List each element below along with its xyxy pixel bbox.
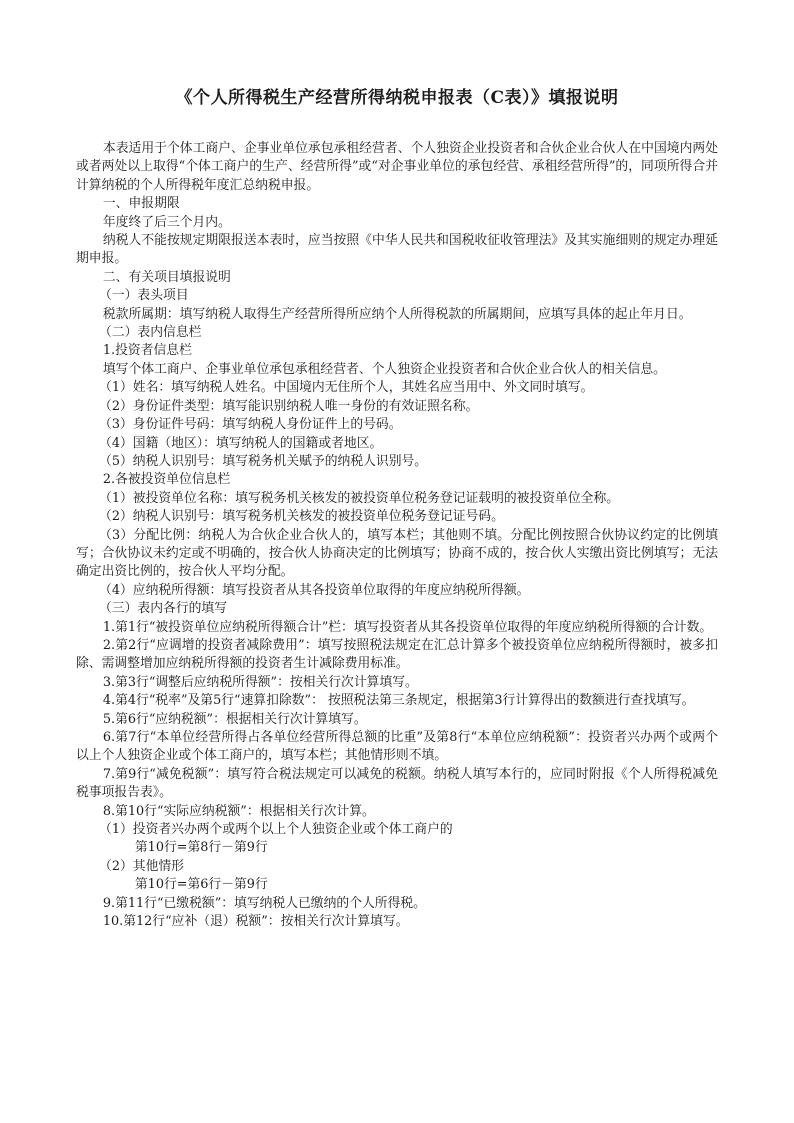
paragraph: （3）身份证件号码：填写纳税人身份证件上的号码。 — [99, 417, 402, 433]
paragraph: 4.第4行“税率”及第5行“速算扣除数”： 按照税法第三条规定，根据第3行计算得出的数额进行查找填写。 — [102, 693, 695, 709]
paragraph: 填写个体工商户、企事业单位承包承租经营者、个人独资企业投资者和合伙企业合伙人的相关信息。 — [102, 361, 666, 377]
paragraph: （3）分配比例：纳税人为合伙企业合伙人的，填写本栏；其他则不填。分配比例按照合伙协议约定的比例填写；合伙协议未约定或不明确的，按合伙人协商决定的比例填写；协商不成的，按合伙人实缴出资比例填写；无法确定出资比例的，按合伙人平均分配。 — [76, 527, 718, 580]
paragraph: （三）表内各行的填写 — [99, 601, 227, 617]
paragraph: （2）其他情形 — [99, 858, 184, 874]
paragraph: （1）被投资单位名称：填写税务机关核发的被投资单位税务登记证载明的被投资单位全称。 — [99, 490, 620, 506]
paragraph: （4）应纳税所得额：填写投资者从其各投资单位取得的年度应纳税所得额。 — [99, 582, 530, 598]
paragraph: （4）国籍（地区）：填写纳税人的国籍或者地区。 — [99, 435, 383, 451]
paragraph: 年度终了后三个月内。 — [102, 214, 231, 230]
paragraph: 1.第1行“被投资单位应纳税所得额合计”栏：填写投资者从其各投资单位取得的年度应纳税所得额的合计数。 — [102, 619, 713, 635]
paragraph: 纳税人不能按规定期限报送本表时，应当按照《中华人民共和国税收征收管理法》及其实施细则的规定办理延期申报。 — [76, 233, 718, 267]
paragraph: 2.各被投资单位信息栏 — [102, 472, 231, 488]
paragraph: 6.第7行“本单位经营所得占各单位经营所得总额的比重”及第8行“本单位应纳税额”：投资者兴办两个或两个以上个人独资企业或个体工商户的，填写本栏；其他情形则不填。 — [76, 730, 718, 764]
paragraph: （一）表头项目 — [99, 288, 189, 304]
paragraph: 第10行=第6行－第9行 — [134, 877, 268, 893]
paragraph: （二）表内信息栏 — [99, 325, 202, 341]
paragraph: 一、申报期限 — [102, 196, 180, 212]
paragraph: 第10行=第8行－第9行 — [134, 840, 268, 856]
paragraph: （2）纳税人识别号：填写税务机关核发的被投资单位税务登记证号码。 — [99, 509, 504, 525]
paragraph: 7.第9行“减免税额”：填写符合税法规定可以减免的税额。纳税人填写本行的，应同时附报《个人所得税减免税事项报告表》。 — [76, 766, 718, 801]
paragraph: 3.第3行“调整后应纳税所得额”：按相关行次计算填写。 — [102, 674, 418, 690]
paragraph: 9.第11行“已缴税额”：填写纳税人已缴纳的个人所得税。 — [102, 895, 426, 911]
paragraph: 5.第6行“应纳税额”：根据相关行次计算填写。 — [102, 711, 367, 727]
paragraph: 10.第12行“应补（退）税额”：按相关行次计算填写。 — [102, 914, 409, 930]
paragraph: 1.投资者信息栏 — [102, 343, 192, 359]
document-body — [76, 140, 718, 931]
paragraph: 8.第10行“实际应纳税额”：根据相关行次计算。 — [102, 803, 375, 819]
paragraph: 二、有关项目填报说明 — [102, 269, 231, 285]
paragraph: （1）姓名：填写纳税人姓名。中国境内无住所个人，其姓名应当用中、外文同时填写。 — [99, 380, 594, 396]
paragraph: 2.第2行“应调增的投资者减除费用”：填写按照税法规定在汇总计算多个被投资单位应纳税所得额时，被多扣除、需调整增加应纳税所得额的投资者生计减除费用标准。 — [76, 637, 718, 672]
paragraph: （1）投资者兴办两个或两个以上个人独资企业或个体工商户的 — [99, 822, 453, 838]
paragraph: 税款所属期：填写纳税人取得生产经营所得所应纳个人所得税款的所属期间，应填写具体的起止年月日。 — [102, 306, 692, 322]
paragraph: （5）纳税人识别号：填写税务机关赋予的纳税人识别号。 — [99, 453, 428, 469]
paragraph: 本表适用于个体工商户、企事业单位承包承租经营者、个人独资企业投资者和合伙企业合伙人在中国境内两处或者两处以上取得“个体工商户的生产、经营所得”或“对企事业单位的承包经营、承租经营所得”的，同项所得合并计算纳税的个人所得税年度汇总纳税申报。 — [76, 141, 718, 193]
paragraph: （2）身份证件类型：填写能识别纳税人唯一身份的有效证照名称。 — [99, 398, 479, 414]
document-title: 《个人所得税生产经营所得纳税申报表（C表）》填报说明 — [175, 88, 619, 108]
